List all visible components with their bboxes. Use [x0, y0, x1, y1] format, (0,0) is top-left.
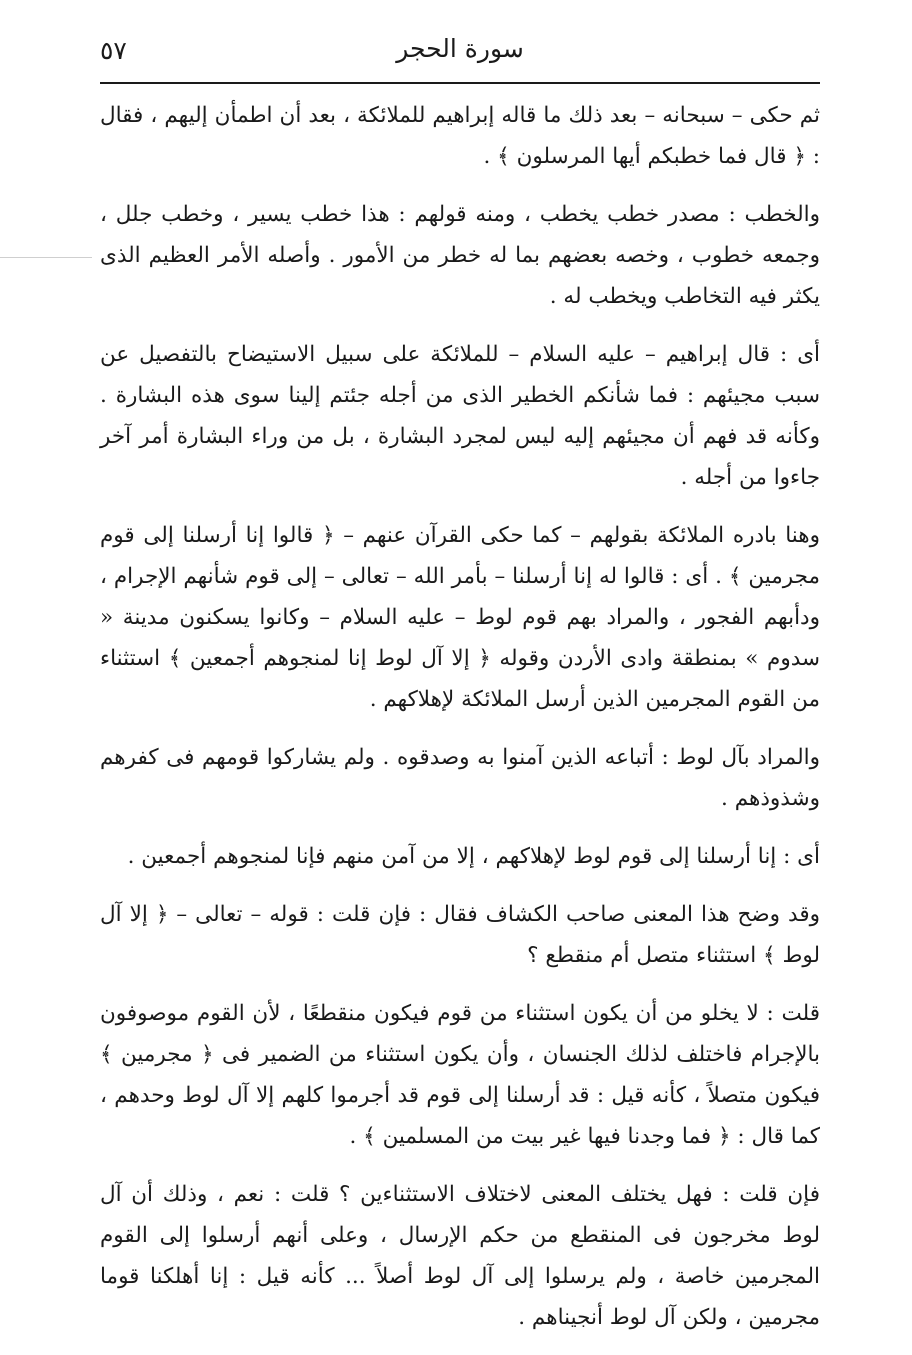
paragraph: والخطب : مصدر خطب يخطب ، ومنه قولهم : هذا خطب يسير ، وخطب جلل ، وجمعه خطوب ، وخصه بعضهم بما له خطر من الأمور . وأصله الأمر العظيم الذى يكثر فيه التخاطب ويخطب له . [100, 202, 820, 309]
paragraph: وهنا بادره الملائكة بقولهم – كما حكى القرآن عنهم – ﴿ قالوا إنا أرسلنا إلى قوم مجرمين ﴾ . أى : قالوا له إنا أرسلنا – بأمر الله – تعالى – إلى قوم شأنهم الإجرام ، ودأبهم الفجور ، والمراد بهم قوم لوط – عليه السلام – وكانوا يسكنون مدينة « سدوم » بمنطقة وادى الأردن وقوله ﴿ إلا آل لوط إنا لمنجوهم أجمعين ﴾ استثناء من القوم المجرمين الذين أرسل الملائكة لإهلاكهم . [100, 523, 820, 712]
paragraph: والمراد بآل لوط : أتباعه الذين آمنوا به وصدقوه . ولم يشاركوا قومهم فى كفرهم وشذوذهم . [100, 745, 820, 811]
page-number: ٥٧ [100, 36, 127, 65]
paragraph: وقد وضح هذا المعنى صاحب الكشاف فقال : فإن قلت : قوله – تعالى – ﴿ إلا آل لوط ﴾ استثناء متصل أم منقطع ؟ [100, 902, 820, 968]
page-body [100, 95, 820, 1355]
paragraph: فإن قلت : فهل يختلف المعنى لاختلاف الاستثناءين ؟ قلت : نعم ، وذلك أن آل لوط مخرجون فى المنقطع من حكم الإرسال ، وعلى أنهم أرسلوا إلى القوم المجرمين خاصة ، ولم يرسلوا إلى آل لوط أصلاً ... كأنه قيل : إنا أهلكنا قوما مجرمين ، ولكن آل لوط أنجيناهم . [100, 1182, 820, 1330]
paragraph: أى : قال إبراهيم – عليه السلام – للملائكة على سبيل الاستيضاح بالتفصيل عن سبب مجيئهم : فما شأنكم الخطير الذى من أجله جئتم إلينا سوى هذه البشارة . وكأنه قد فهم أن مجيئهم إليه ليس لمجرد البشارة ، بل من وراء البشارة أمر آخر جاءوا من أجله . [100, 342, 820, 490]
header-rule [100, 82, 820, 84]
page-header [100, 30, 820, 80]
margin-mark [0, 257, 92, 258]
paragraph: أى : إنا أرسلنا إلى قوم لوط لإهلاكهم ، إلا من آمن منهم فإنا لمنجوهم أجمعين . [127, 844, 820, 869]
surah-title: سورة الحجر [396, 34, 524, 63]
paragraph: قلت : لا يخلو من أن يكون استثناء من قوم فيكون منقطعًا ، لأن القوم موصوفون بالإجرام فاختلف لذلك الجنسان ، وأن يكون استثناء من الضمير فى ﴿ مجرمين ﴾ فيكون متصلاً ، كأنه قيل : قد أرسلنا إلى قوم قد أجرموا كلهم إلا آل لوط وحدهم ، كما قال : ﴿ فما وجدنا فيها غير بيت من المسلمين ﴾ . [100, 1001, 820, 1149]
paragraph: ثم حكى – سبحانه – بعد ذلك ما قاله إبراهيم للملائكة ، بعد أن اطمأن إليهم ، فقال : ﴿ قال فما خطبكم أيها المرسلون ﴾ . [100, 103, 820, 169]
